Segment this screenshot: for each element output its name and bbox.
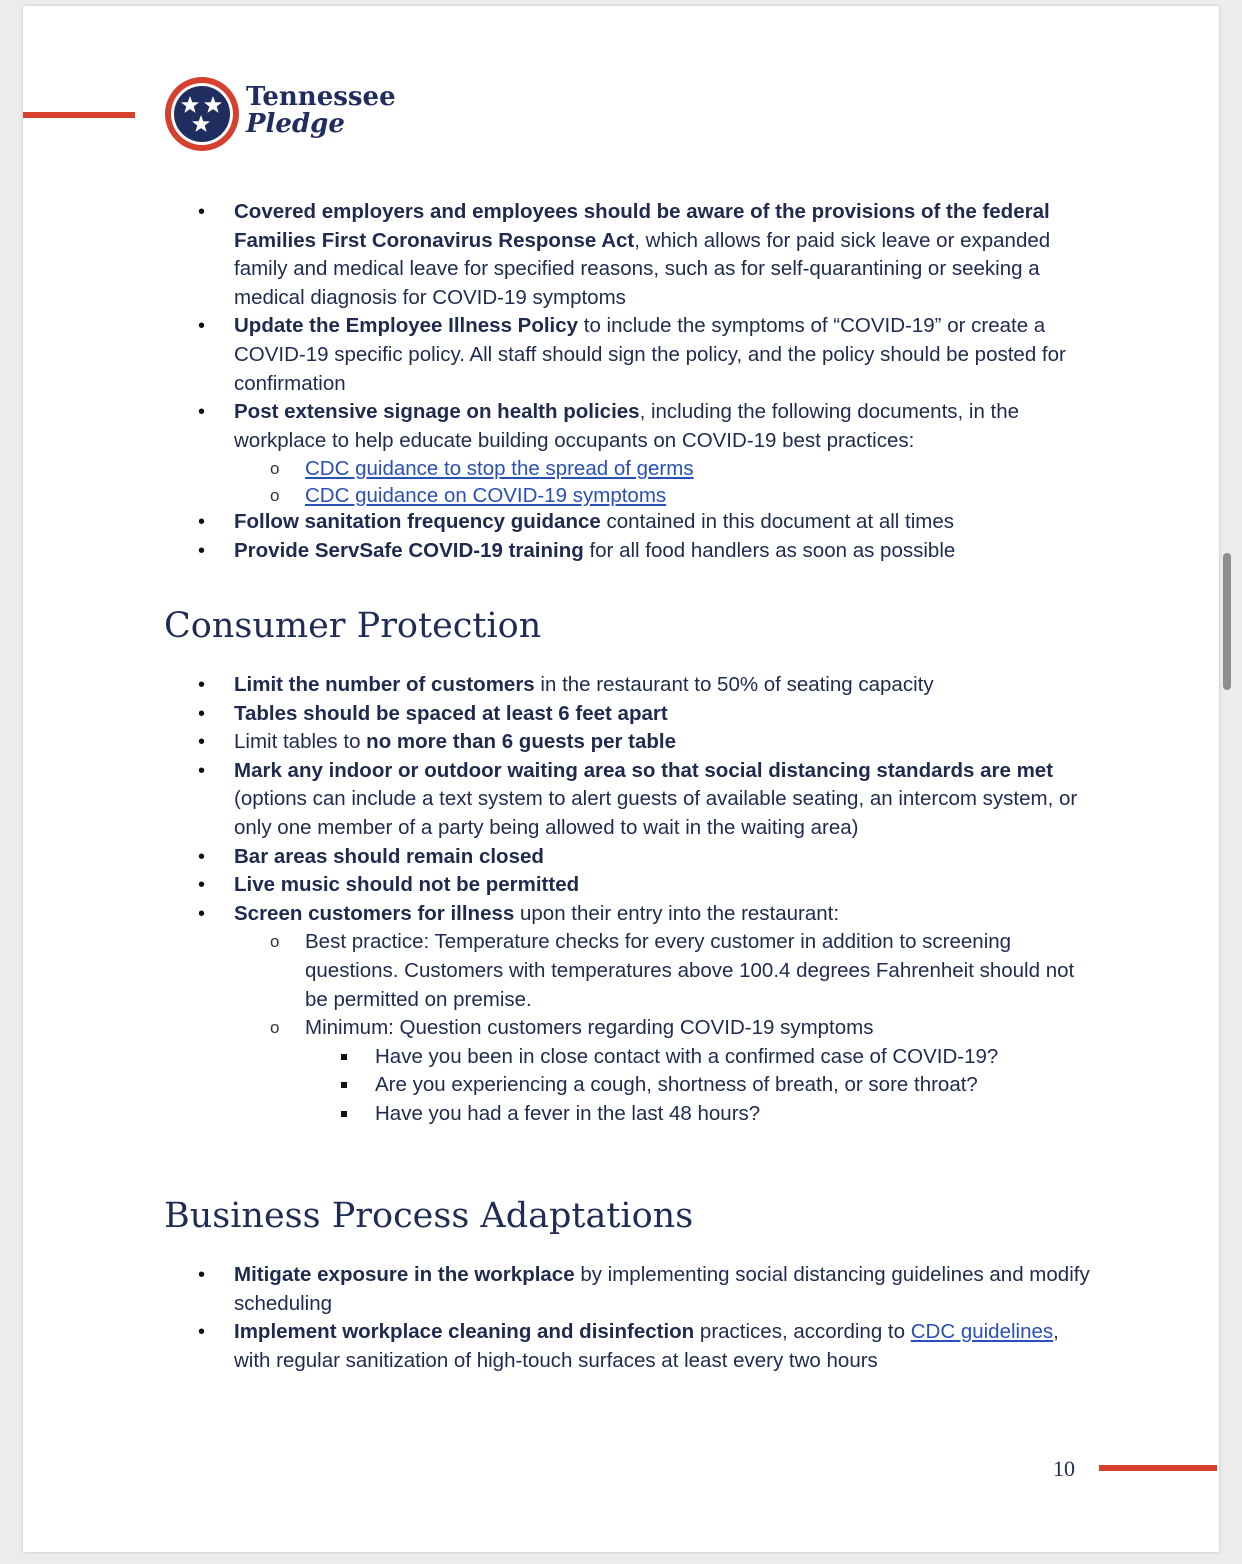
list-item: • Limit the number of customers in the restaurant to 50% of seating capacity <box>23 671 1094 700</box>
list-item: • Mitigate exposure in the workplace by implementing social distancing guidelines and modify scheduling <box>23 1261 1094 1318</box>
screening-question: Have you been in close contact with a confirmed case of COVID-19? <box>23 1043 1075 1072</box>
cdc-symptoms-link[interactable]: CDC guidance on COVID-19 symptoms <box>305 483 667 507</box>
consumer-protection-list <box>23 671 1094 1129</box>
list-item: • Update the Employee Illness Policy to include the symptoms of “COVID-19” or create a COVID-19 specific policy. All staff should sign the policy, and the policy should be posted for confirmation <box>23 312 1094 398</box>
consumer-protection-heading: Consumer Protection <box>164 606 542 646</box>
header-accent-line <box>23 112 135 118</box>
document-page <box>23 6 1219 1552</box>
logo-line-2: Pledge <box>246 109 345 139</box>
cdc-guidelines-link[interactable]: CDC guidelines <box>910 1320 1054 1344</box>
screening-question: Have you had a fever in the last 48 hours? <box>23 1100 1075 1129</box>
logo-line-1: Tennessee <box>246 82 396 112</box>
employee-guidelines-list <box>23 198 1094 565</box>
tennessee-pledge-logo <box>164 76 424 156</box>
screening-question: Are you experiencing a cough, shortness of breath, or sore throat? <box>23 1071 1075 1100</box>
list-item: • Implement workplace cleaning and disinfection practices, according to CDC guidelines, with regular sanitization of high-touch surfaces at least every two hours <box>23 1318 1094 1375</box>
business-process-list <box>23 1261 1094 1375</box>
list-item: • Bar areas should remain closed <box>23 843 1094 872</box>
list-item: • Live music should not be permitted <box>23 871 1094 900</box>
list-item: • Tables should be spaced at least 6 feet apart <box>23 700 1094 729</box>
screening-best-practice: o Best practice: Temperature checks for every customer in addition to screening questions. Customers with temperatures above 100.4 degrees Fahrenheit should not be permitted on premise. <box>23 928 1075 1014</box>
list-item: • Provide ServSafe COVID-19 training for all food handlers as soon as possible <box>23 537 1094 566</box>
list-item: • Mark any indoor or outdoor waiting area so that social distancing standards are met (options can include a text system to alert guests of available seating, an intercom system, or only one member of a party being allowed to wait in the waiting area) <box>23 757 1094 843</box>
business-process-heading: Business Process Adaptations <box>164 1196 694 1236</box>
screening-minimum: o Minimum: Question customers regarding COVID-19 symptoms <box>23 1014 1075 1043</box>
list-item: • Follow sanitation frequency guidance contained in this document at all times <box>23 508 1094 537</box>
tri-star-seal-icon <box>164 76 240 152</box>
cdc-germs-link[interactable]: CDC guidance to stop the spread of germs <box>305 457 694 481</box>
cdc-symptoms-link-item <box>23 484 1075 508</box>
list-item: • Post extensive signage on health policies, including the following documents, in the workplace to help educate building occupants on COVID-19 best practices: <box>23 398 1094 455</box>
scrollbar-thumb[interactable] <box>1223 553 1231 690</box>
logo-wordmark <box>246 84 396 138</box>
cdc-germs-link-item <box>23 455 1075 484</box>
list-item: • Limit tables to no more than 6 guests per table <box>23 728 1094 757</box>
page-number: 10 <box>1053 1456 1075 1481</box>
list-item: • Covered employers and employees should be aware of the provisions of the federal Families First Coronavirus Response Act, which allows for paid sick leave or expanded family and medical leave for specified reasons, such as for self-quarantining or seeking a medical diagnosis for COVID-19 symptoms <box>23 198 1094 312</box>
list-item: • Screen customers for illness upon their entry into the restaurant: <box>23 900 1094 929</box>
footer-accent-line <box>1099 1465 1217 1471</box>
